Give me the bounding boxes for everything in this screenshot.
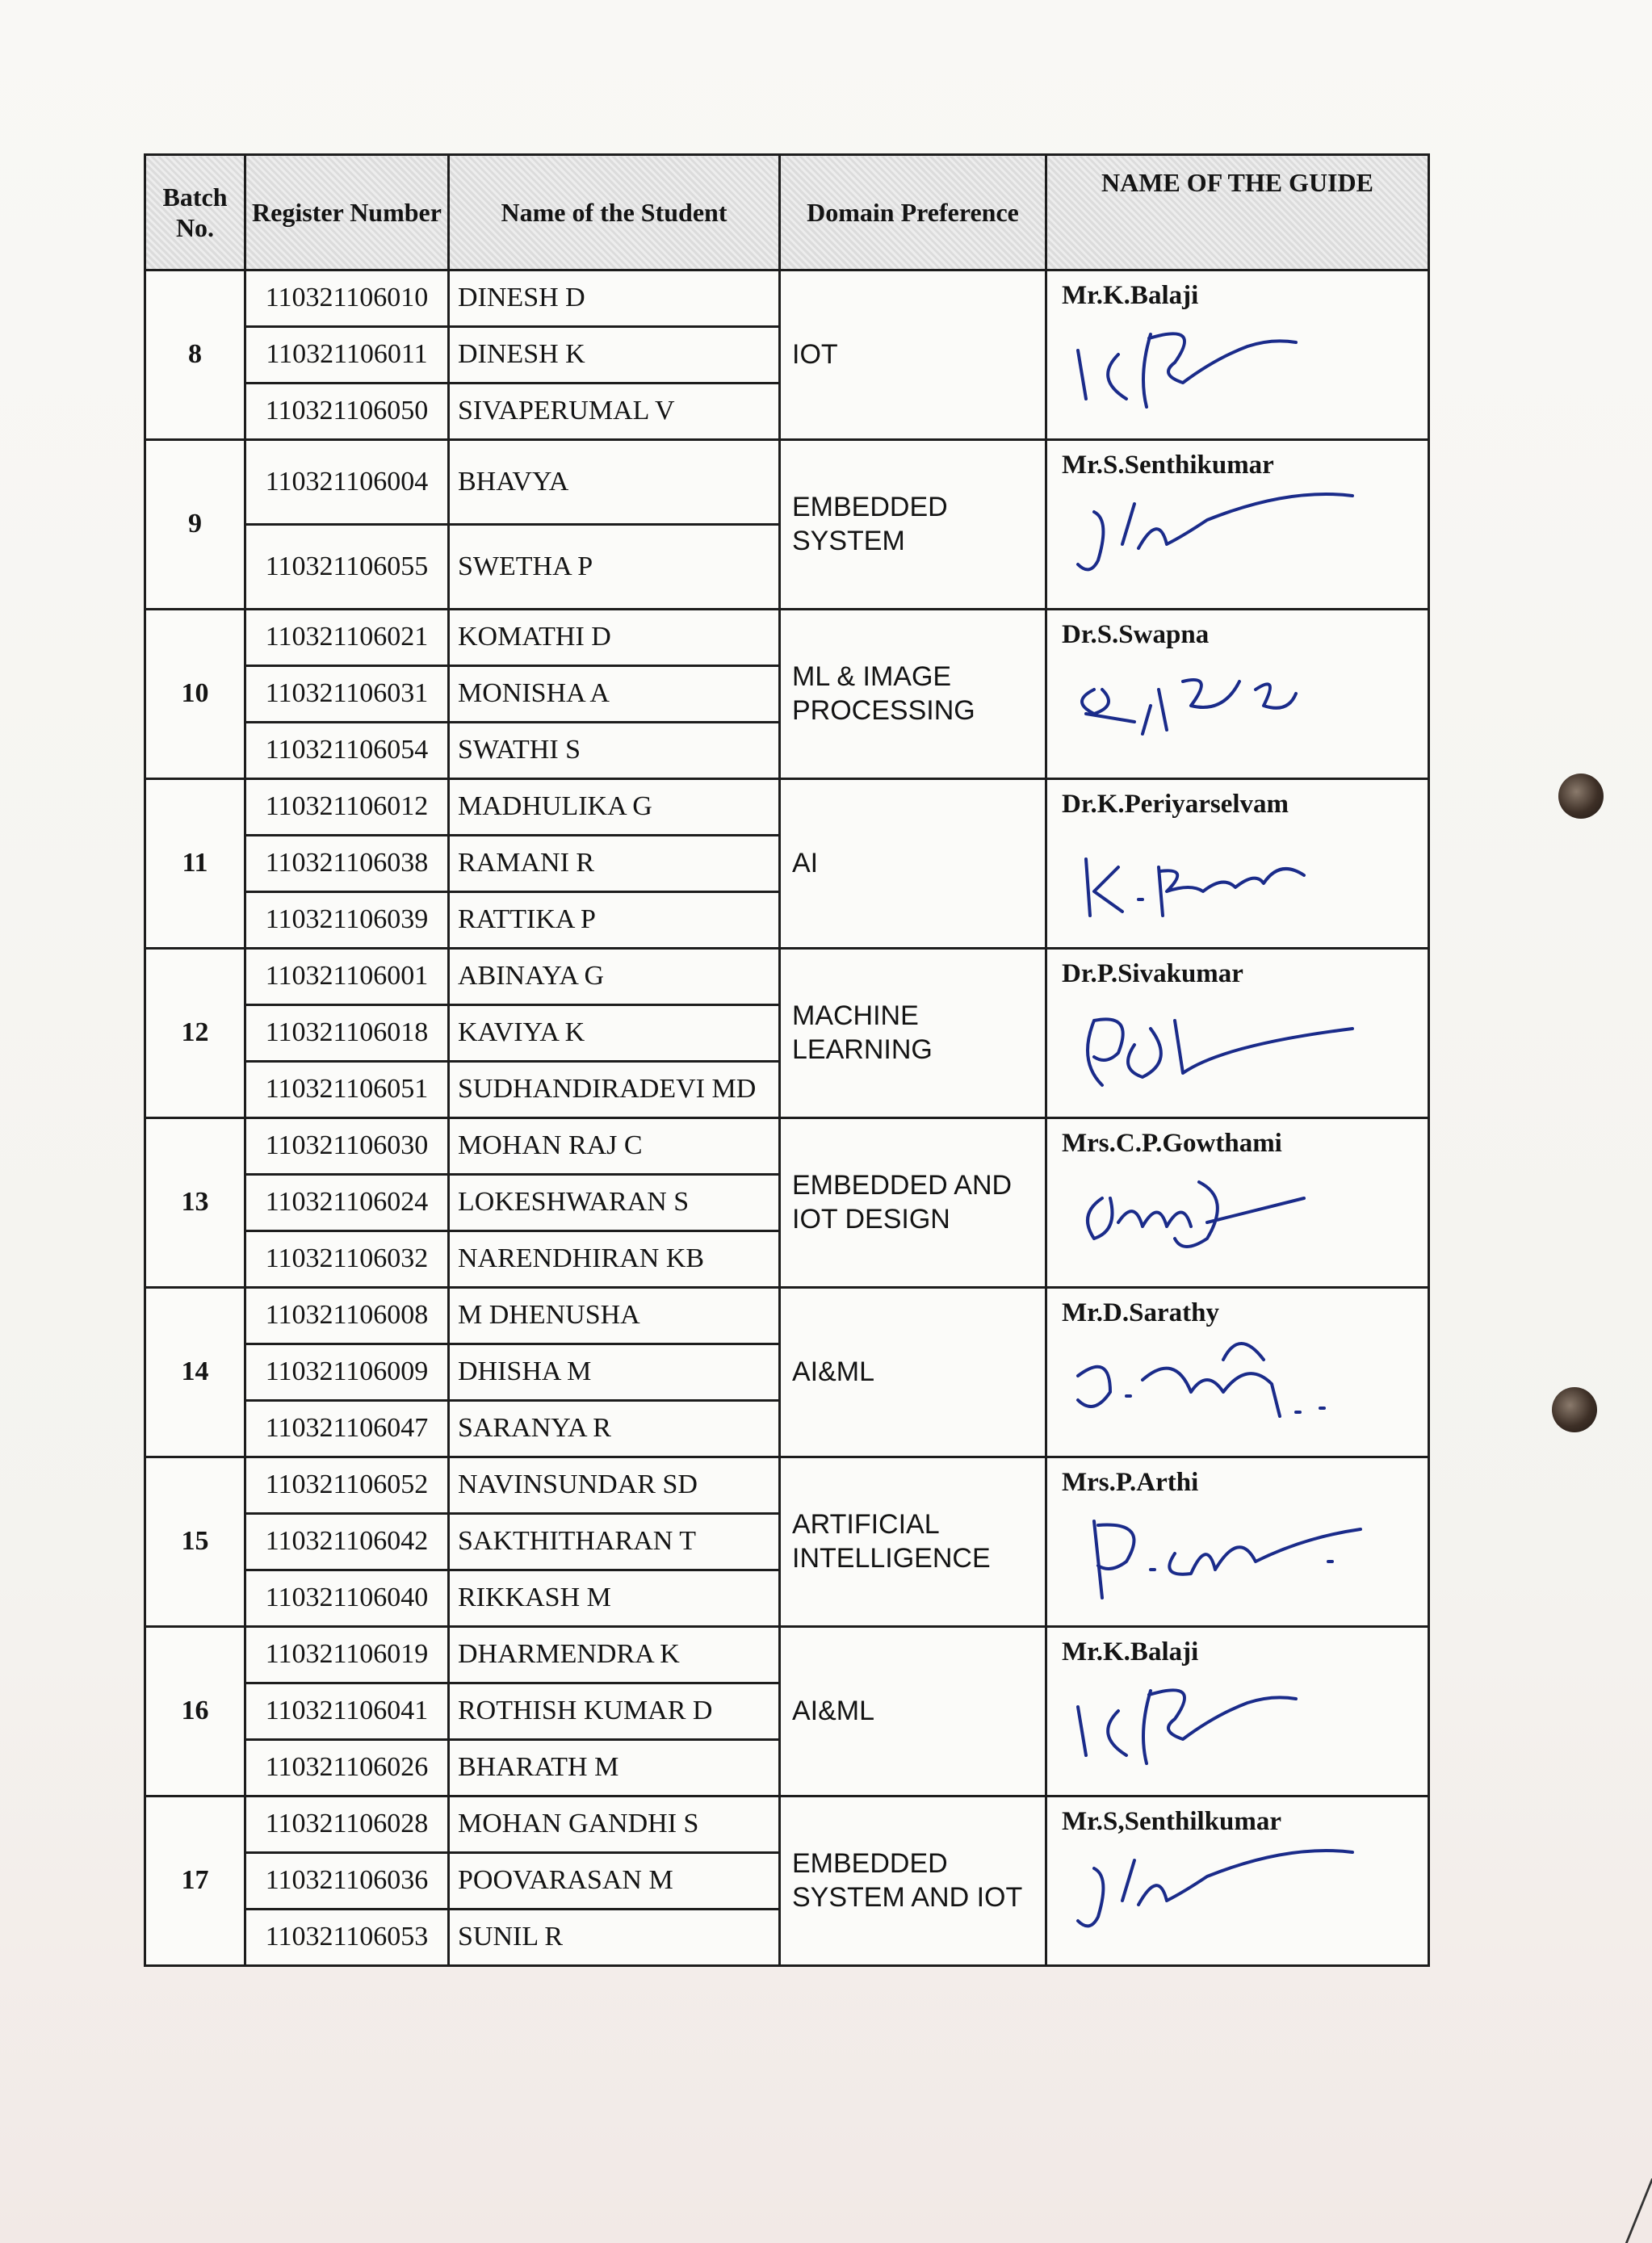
- guide-name: Mrs.C.P.Gowthami: [1062, 1128, 1282, 1158]
- register-number: 110321106028: [245, 1796, 449, 1852]
- student-name: BHARATH M: [449, 1739, 780, 1796]
- signature-sarathy-icon: [1062, 1335, 1413, 1436]
- register-number: 110321106030: [245, 1117, 449, 1174]
- batch-number: 17: [145, 1796, 245, 1965]
- guide-cell: [1046, 1457, 1429, 1626]
- guide-cell: [1046, 778, 1429, 948]
- signature-senthilkumar-icon: [1062, 488, 1413, 589]
- register-number: 110321106019: [245, 1626, 449, 1683]
- student-name: SUDHANDIRADEVI MD: [449, 1061, 780, 1117]
- signature-balaji-icon: [1062, 318, 1413, 419]
- student-name: DINESH K: [449, 326, 780, 383]
- register-number: 110321106010: [245, 270, 449, 327]
- table-row: [145, 948, 1429, 1004]
- signature-sivakumar-icon: [1062, 996, 1413, 1097]
- student-name: POOVARASAN M: [449, 1852, 780, 1909]
- student-name: SUNIL R: [449, 1909, 780, 1965]
- student-name: MONISHA A: [449, 665, 780, 722]
- register-number: 110321106011: [245, 326, 449, 383]
- signature-periyarselvam-icon: [1062, 827, 1413, 928]
- batch-number: 14: [145, 1287, 245, 1457]
- guide-cell: [1046, 1287, 1429, 1457]
- table-row: [145, 1457, 1429, 1513]
- student-name: KOMATHI D: [449, 609, 780, 665]
- guide-name: Mr.S,Senthilkumar: [1062, 1806, 1281, 1836]
- register-number: 110321106051: [245, 1061, 449, 1117]
- signature-arthi-icon: [1062, 1505, 1413, 1606]
- register-number: 110321106018: [245, 1004, 449, 1061]
- guide-name: Dr.S.Swapna: [1062, 619, 1210, 649]
- batch-allocation-table: [144, 153, 1430, 1967]
- register-number: 110321106041: [245, 1683, 449, 1739]
- guide-cell: [1046, 1117, 1429, 1287]
- domain-preference: ARTIFICIAL INTELLIGENCE: [780, 1457, 1046, 1626]
- punch-hole-mark: [1552, 1387, 1597, 1432]
- guide-cell: [1046, 1626, 1429, 1796]
- punch-hole-mark: [1558, 774, 1604, 819]
- student-name: RAMANI R: [449, 835, 780, 891]
- register-number: 110321106050: [245, 383, 449, 439]
- student-name: MOHAN RAJ C: [449, 1117, 780, 1174]
- student-name: RIKKASH M: [449, 1570, 780, 1626]
- header-batch-no: Batch No.: [145, 155, 245, 270]
- table-row: [145, 1287, 1429, 1344]
- student-name: NAVINSUNDAR SD: [449, 1457, 780, 1513]
- table-row: [145, 1117, 1429, 1174]
- student-name: LOKESHWARAN S: [449, 1174, 780, 1231]
- student-name: SIVAPERUMAL V: [449, 383, 780, 439]
- student-name: SAKTHITHARAN T: [449, 1513, 780, 1570]
- register-number: 110321106047: [245, 1400, 449, 1457]
- register-number: 110321106052: [245, 1457, 449, 1513]
- domain-preference: AI: [780, 778, 1046, 948]
- signature-balaji-icon: [1062, 1675, 1413, 1776]
- guide-cell: [1046, 609, 1429, 778]
- student-name: ROTHISH KUMAR D: [449, 1683, 780, 1739]
- guide-cell: [1046, 270, 1429, 440]
- table-row: [145, 1626, 1429, 1683]
- register-number: 110321106024: [245, 1174, 449, 1231]
- table-row: [145, 270, 1429, 327]
- table-header-row: [145, 155, 1429, 270]
- guide-name: Mrs.P.Arthi: [1062, 1467, 1199, 1497]
- student-name: DHISHA M: [449, 1344, 780, 1400]
- student-name: DINESH D: [449, 270, 780, 327]
- guide-name: Dr.K.Periyarselvam: [1062, 789, 1289, 819]
- batch-number: 13: [145, 1117, 245, 1287]
- batch-number: 16: [145, 1626, 245, 1796]
- table-row: [145, 439, 1429, 524]
- table-body: [145, 270, 1429, 1966]
- student-name: MOHAN GANDHI S: [449, 1796, 780, 1852]
- register-number: 110321106053: [245, 1909, 449, 1965]
- register-number: 110321106039: [245, 891, 449, 948]
- register-number: 110321106012: [245, 778, 449, 835]
- register-number: 110321106055: [245, 524, 449, 609]
- batch-number: 12: [145, 948, 245, 1117]
- guide-name: Mr.S.Senthikumar: [1062, 450, 1274, 480]
- table-row: [145, 1796, 1429, 1852]
- header-guide-name: NAME OF THE GUIDE: [1046, 155, 1429, 270]
- header-register-number: Register Number: [245, 155, 449, 270]
- guide-name: Mr.K.Balaji: [1062, 281, 1199, 310]
- student-name: SWATHI S: [449, 722, 780, 778]
- guide-cell: [1046, 439, 1429, 609]
- register-number: 110321106036: [245, 1852, 449, 1909]
- domain-preference: EMBEDDED AND IOT DESIGN: [780, 1117, 1046, 1287]
- register-number: 110321106054: [245, 722, 449, 778]
- batch-number: 9: [145, 439, 245, 609]
- register-number: 110321106026: [245, 1739, 449, 1796]
- student-name: SWETHA P: [449, 524, 780, 609]
- domain-preference: IOT: [780, 270, 1046, 440]
- signature-swapna-icon: [1062, 657, 1413, 758]
- student-name: ABINAYA G: [449, 948, 780, 1004]
- domain-preference: MACHINE LEARNING: [780, 948, 1046, 1117]
- register-number: 110321106040: [245, 1570, 449, 1626]
- guide-name: Mr.D.Sarathy: [1062, 1298, 1219, 1327]
- guide-cell: [1046, 948, 1429, 1117]
- guide-cell: [1046, 1796, 1429, 1965]
- student-name: MADHULIKA G: [449, 778, 780, 835]
- header-student-name: Name of the Student: [449, 155, 780, 270]
- register-number: 110321106004: [245, 439, 449, 524]
- register-number: 110321106042: [245, 1513, 449, 1570]
- header-domain-preference: Domain Preference: [780, 155, 1046, 270]
- register-number: 110321106008: [245, 1287, 449, 1344]
- student-name: NARENDHIRAN KB: [449, 1231, 780, 1287]
- batch-number: 11: [145, 778, 245, 948]
- domain-preference: EMBEDDED SYSTEM: [780, 439, 1046, 609]
- domain-preference: AI&ML: [780, 1626, 1046, 1796]
- student-name: M DHENUSHA: [449, 1287, 780, 1344]
- student-name: BHAVYA: [449, 439, 780, 524]
- domain-preference: EMBEDDED SYSTEM AND IOT: [780, 1796, 1046, 1965]
- register-number: 110321106032: [245, 1231, 449, 1287]
- domain-preference: AI&ML: [780, 1287, 1046, 1457]
- student-name: SARANYA R: [449, 1400, 780, 1457]
- register-number: 110321106001: [245, 948, 449, 1004]
- student-name: DHARMENDRA K: [449, 1626, 780, 1683]
- table-row: [145, 609, 1429, 665]
- register-number: 110321106021: [245, 609, 449, 665]
- signature-gowthami-icon: [1062, 1166, 1413, 1267]
- register-number: 110321106009: [245, 1344, 449, 1400]
- signature-senthilkumar-icon: [1062, 1844, 1413, 1945]
- student-name: KAVIYA K: [449, 1004, 780, 1061]
- register-number: 110321106038: [245, 835, 449, 891]
- batch-number: 10: [145, 609, 245, 778]
- register-number: 110321106031: [245, 665, 449, 722]
- batch-number: 15: [145, 1457, 245, 1626]
- student-name: RATTIKA P: [449, 891, 780, 948]
- guide-name: Dr.P.Sivakumar: [1062, 958, 1243, 988]
- batch-number: 8: [145, 270, 245, 440]
- guide-name: Mr.K.Balaji: [1062, 1637, 1199, 1667]
- domain-preference: ML & IMAGE PROCESSING: [780, 609, 1046, 778]
- table-row: [145, 778, 1429, 835]
